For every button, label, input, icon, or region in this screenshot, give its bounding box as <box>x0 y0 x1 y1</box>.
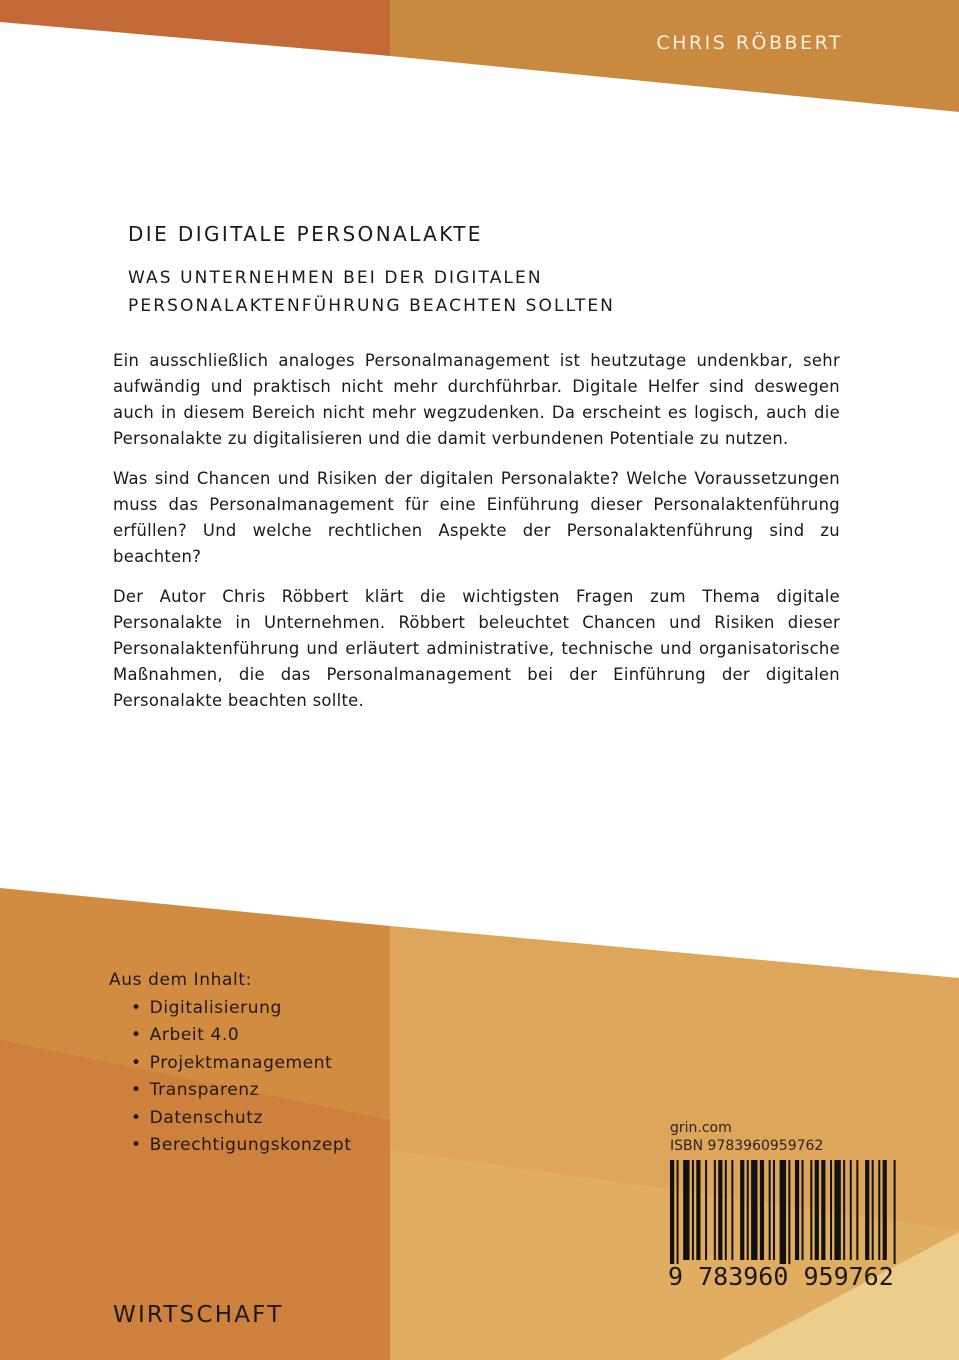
barcode-bar <box>821 1160 825 1260</box>
contents-items <box>109 995 352 1160</box>
blurb-paragraph-2: Was sind Chancen und Risiken der digitalen Personalakte? Welche Voraussetzungen muss das Personalmanagement für eine Einführung dieser Personalaktenführung erfüllen? Und welche rechtlichen Aspekte der Personalaktenführung sind zu beachten? <box>113 469 840 566</box>
author-name: CHRIS RÖBBERT <box>656 32 843 54</box>
barcode-bar <box>802 1160 804 1260</box>
barcode-bar <box>718 1160 722 1260</box>
top-band-light <box>390 0 959 112</box>
blurb-paragraph-1: Ein ausschließlich analoges Personalmanagement ist heutzutage undenkbar, sehr aufwändig und praktisch nicht mehr durchführbar. Digitale Helfer sind deswegen auch in diesem Bereich nicht mehr wegzudenken. Da erscheint es logisch, auch die Personalakte zu digitalisieren und die damit verbundenen Potentiale zu nutzen. <box>113 351 840 448</box>
barcode-bar <box>883 1160 887 1260</box>
barcode-bar <box>865 1160 869 1260</box>
list-item: • Transparenz <box>131 1077 352 1105</box>
barcode-bar <box>731 1160 733 1260</box>
list-item: • Arbeit 4.0 <box>131 1022 352 1050</box>
barcode-bar <box>725 1160 727 1260</box>
barcode-bar <box>670 1160 674 1264</box>
contents-heading: Aus dem Inhalt: <box>109 970 252 990</box>
barcode-bar <box>795 1160 799 1260</box>
blurb-text <box>113 348 840 728</box>
barcode-bar <box>894 1160 896 1264</box>
list-item: • Digitalisierung <box>131 995 352 1023</box>
category-label: WIRTSCHAFT <box>113 1302 284 1328</box>
barcode-digits: 9 783960 959762 <box>668 1262 894 1291</box>
publisher-website: grin.com <box>670 1120 732 1136</box>
barcode-bar <box>856 1160 858 1260</box>
barcode-bar <box>878 1160 880 1260</box>
barcode-bar <box>815 1160 819 1260</box>
isbn-text: ISBN 9783960959762 <box>670 1138 824 1154</box>
list-item: • Projektmanagement <box>131 1050 352 1078</box>
list-item: • Berechtigungskonzept <box>131 1132 352 1160</box>
barcode-bar <box>696 1160 700 1260</box>
barcode-bar <box>769 1160 771 1260</box>
barcode-bar <box>705 1160 707 1260</box>
barcode-bar <box>872 1160 874 1260</box>
barcode-bar <box>747 1160 749 1260</box>
list-item: • Datenschutz <box>131 1105 352 1133</box>
barcode-bar <box>751 1160 757 1260</box>
top-band-dark <box>0 0 390 56</box>
barcode-bar <box>780 1160 786 1264</box>
blurb-paragraph-3: Der Autor Chris Röbbert klärt die wichtigsten Fragen zum Thema digitale Personalakte in Unternehmen. Röbbert beleuchtet Chancen und Risiken dieser Personalaktenführung und erläutert administrative, technische und organisatorische Maßnahmen, die das Personalmanagement bei der Einführung der digitalen Personalakte beachten sollte. <box>113 587 840 710</box>
contents-list <box>109 967 352 1160</box>
barcode-bar <box>850 1160 852 1260</box>
barcode-bar <box>714 1160 716 1260</box>
barcode-bar <box>692 1160 694 1260</box>
subtitle-line-1: WAS UNTERNEHMEN BEI DER DIGITALEN <box>128 268 543 288</box>
barcode-bar <box>677 1160 679 1264</box>
barcode-bar <box>760 1160 764 1260</box>
book-title: DIE DIGITALE PERSONALAKTE <box>128 222 483 246</box>
subtitle-line-2: PERSONALAKTENFÜHRUNG BEACHTEN SOLLTEN <box>128 296 615 316</box>
barcode-bar <box>834 1160 840 1260</box>
publisher-info <box>670 1119 823 1155</box>
barcode-bar <box>683 1160 689 1260</box>
barcode-bar <box>788 1160 790 1264</box>
barcode-bar <box>843 1160 845 1260</box>
barcode-bar <box>830 1160 832 1260</box>
book-subtitle <box>128 264 828 320</box>
barcode-icon <box>668 1160 900 1264</box>
barcode-bar <box>810 1160 812 1260</box>
barcode-bar <box>773 1160 775 1260</box>
barcode-bar <box>740 1160 744 1260</box>
